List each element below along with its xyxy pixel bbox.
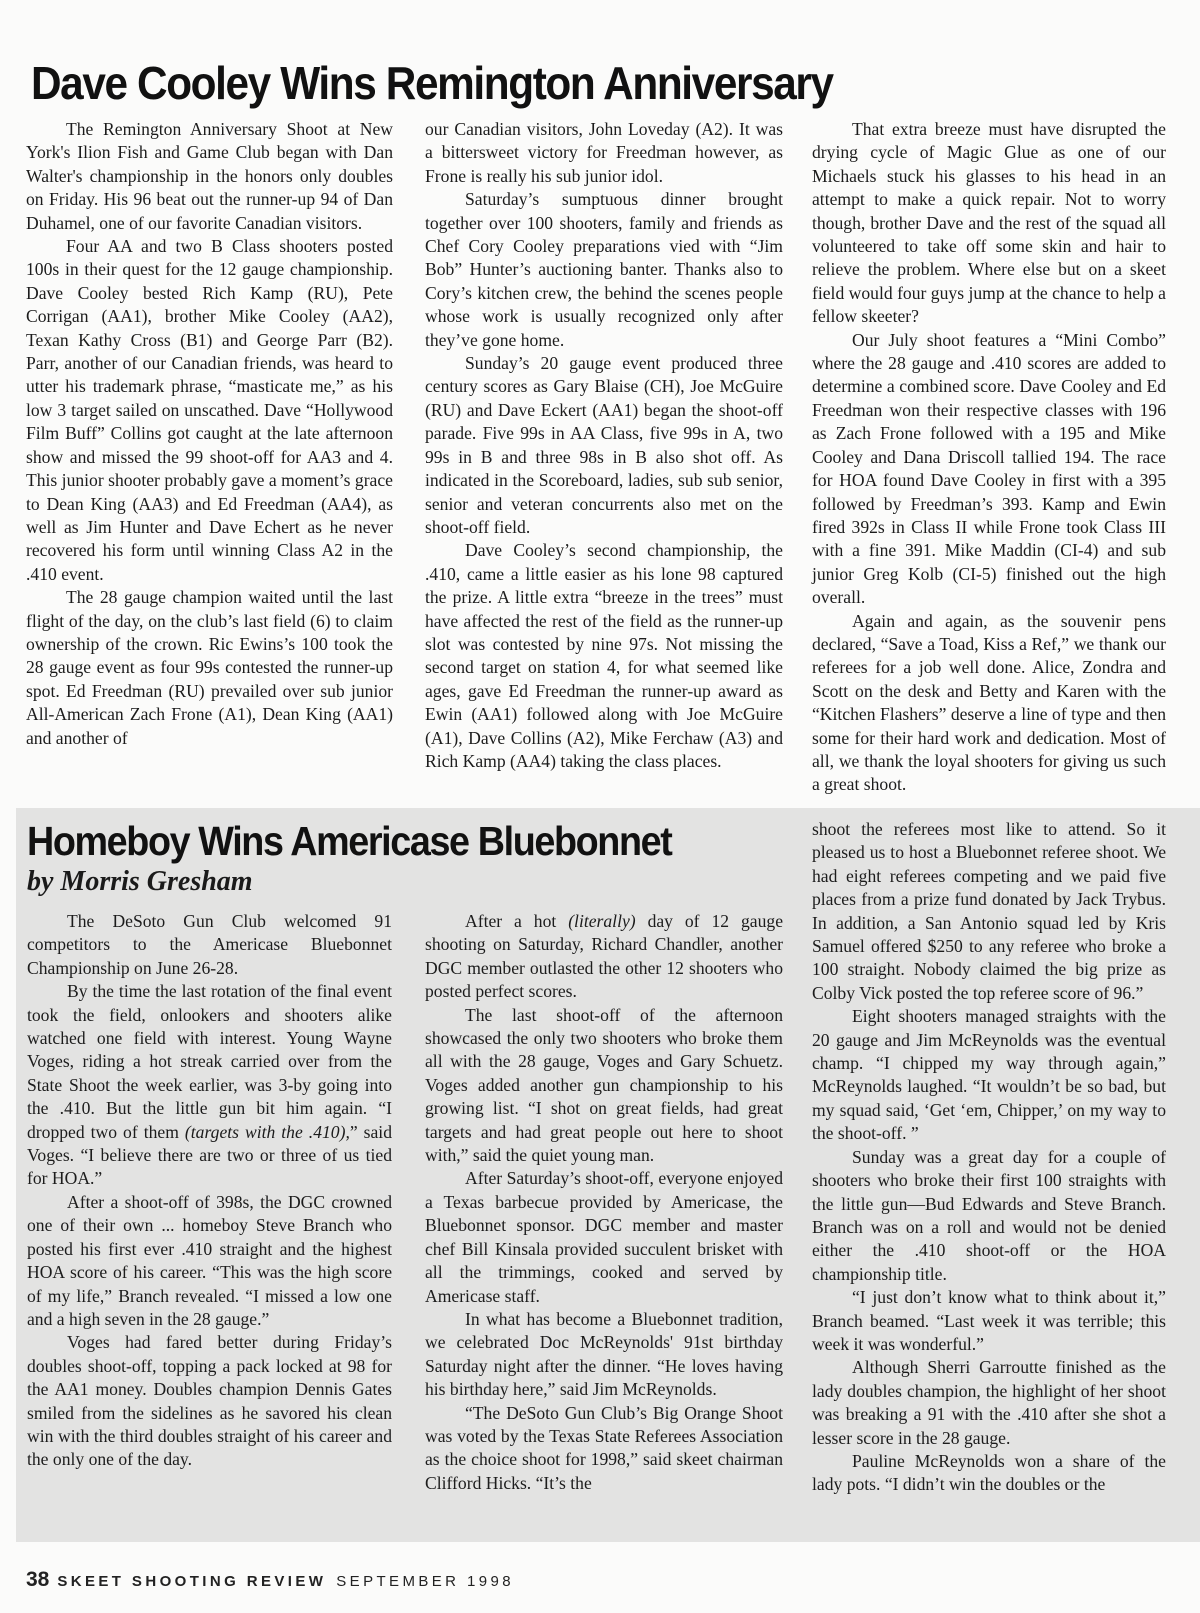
paragraph-text: After a hot — [465, 911, 557, 931]
page-footer — [26, 1568, 514, 1592]
italic-aside: (literally) — [568, 911, 636, 931]
paragraph-text: day of 12 gauge shooting on Saturday, Richard Chandler, another DGC member outlasted the other 12 shooters who posted perfect scores. — [425, 911, 783, 1002]
paragraph: shoot the referees most like to attend. So it pleased us to host a Bluebonnet referee shoot. We had eight referees competing and we paid five places from a prize fund donated by Jack Trybus. In addition, a San Antonio squad led by Kris Samuel offered $250 to any referee who broke a 100 straight. Nobody claimed the big prize as Colby Vick posted the top referee score of 96.” — [812, 819, 1166, 1003]
paragraph — [27, 980, 392, 1191]
paragraph: Sunday’s 20 gauge event produced three century scores as Gary Blaise (CH), Joe McGuire (RU) and Dave Eckert (AA1) began the shoot-off parade. Five 99s in AA Class, five 99s in A, two 99s in B and three 98s in B also shot off. As indicated in the Scoreboard, ladies, sub sub senior, senior and veteran concurrents also met on the shoot-off field. — [425, 353, 783, 537]
paragraph: “The DeSoto Gun Club’s Big Orange Shoot was voted by the Texas State Referees Association as the choice shoot for 1998,” said skeet chairman Clifford Hicks. “It’s the — [425, 1402, 783, 1493]
paragraph: In what has become a Bluebonnet tradition, we celebrated Doc McReynolds' 91st birthday Saturday night after the dinner. “He loves having his birthday here,” said Jim McReynolds. — [425, 1308, 783, 1400]
paragraph: The DeSoto Gun Club welcomed 91 competitors to the Americase Bluebonnet Championship on June 26-28. — [27, 911, 392, 978]
paragraph: Sunday was a great day for a couple of shooters who broke their first 100 straights with the little gun—Bud Edwards and Steve Branch. Branch was on a roll and would not be denied either the .410 shoot-off or the HOA championship title. — [812, 1146, 1166, 1284]
italic-aside: (targets with the .410), — [184, 1121, 350, 1142]
article-column — [812, 118, 1166, 797]
paragraph: Eight shooters managed straights with the 20 gauge and Jim McReynolds was the eventual champ. “I chipped my way through again,” McReynolds laughed. “It wouldn’t be so bad, but my squad said, ‘Get ‘em, Chipper,’ on my way to the shoot-off. ” — [812, 1006, 1166, 1144]
page-number: 38 — [26, 1568, 50, 1591]
paragraph: After a shoot-off of 398s, the DGC crowned one of their own ... homeboy Steve Branch who posted his first ever .410 straight and the highest HOA score of his career. “This was the high score of my life,” Branch revealed. “I missed a low one and a high seven in the 28 gauge.” — [27, 1191, 392, 1329]
paragraph: Our July shoot features a “Mini Combo” where the 28 gauge and .410 scores are added to determine a combined score. Dave Cooley and Ed Freedman won their respective classes with 196 as Zach Frone followed with a 195 and Mike Cooley and Dana Driscoll tallied 194. The race for HOA found Dave Cooley in first with a 395 followed by Freedman’s 393. Kamp and Ewin fired 392s in Class II while Frone took Class III with a fine 391. Mike Maddin (CI-4) and sub junior Greg Kolb (CI-5) finished out the high overall. — [812, 329, 1166, 608]
paragraph: That extra breeze must have disrupted the drying cycle of Magic Glue as one of our Michaels stuck his glasses to his head in an attempt to make a quick repair. Not to worry though, brother Dave and the rest of the squad all volunteered to take off some skin and hair to relieve the problem. Where else but on a skeet field would four guys jump at the chance to help a fellow skeeter? — [812, 119, 1166, 327]
headline-remington: Dave Cooley Wins Remington Anniversary — [31, 57, 833, 109]
paragraph: Saturday’s sumptuous dinner brought together over 100 shooters, family and friends as Chef Cory Cooley preparations vied with “Jim Bob” Hunter’s auctioning banter. Thanks also to Cory’s kitchen crew, the behind the scenes people whose work is usually recognized only after they’ve gone home. — [425, 189, 783, 350]
paragraph: The Remington Anniversary Shoot at New York's Ilion Fish and Game Club began with Dan Walter's championship in the honors only doubles on Friday. His 96 beat out the runner-up 94 of Dan Duhamel, one of our favorite Canadian visitors. — [26, 119, 393, 233]
paragraph: Although Sherri Garroutte finished as the lady doubles champion, the highlight of her shoot was breaking a 91 with the .410 after she shot a lesser score in the 28 gauge. — [812, 1357, 1166, 1448]
article-column — [27, 910, 392, 1472]
byline: by Morris Gresham — [27, 866, 253, 897]
paragraph: Pauline McReynolds won a share of the lady pots. “I didn’t win the doubles or the — [812, 1450, 1166, 1495]
paragraph-text: By the time the last rotation of the final event took the field, onlookers and shooters alike watched one field with interest. Young Wayne Voges, riding a hot streak carried over from the State Shoot the week earlier, was 3-by going into the .410. But the little gun bit him again. “I dropped two of them — [27, 981, 392, 1142]
paragraph — [425, 910, 783, 1004]
article-column — [812, 818, 1166, 1497]
issue-date: SEPTEMBER 1998 — [336, 1573, 514, 1590]
magazine-title: SKEET SHOOTING REVIEW — [57, 1573, 327, 1590]
paragraph-text: ” said Voges. “I believe there are two or three of us tied for HOA.” — [27, 1121, 392, 1189]
paragraph: Four AA and two B Class shooters posted 100s in their quest for the 12 gauge championship. Dave Cooley bested Rich Kamp (RU), Pete Corrigan (AA1), brother Mike Cooley (AA2), Texan Kathy Cross (B1) and George Parr (B2). Parr, another of our Canadian friends, was heard to utter his trademark phrase, “masticate me,” as his low 3 target sailed on unscathed. Dave “Hollywood Film Buff” Collins got caught at the late afternoon show and missed the 99 shoot-off for AA3 and 4. This junior shooter probably gave a moment’s grace to Dean King (AA3) and Ed Freedman (AA4), as well as Jim Hunter and Dave Echert as he never recovered his form until winning Class A2 in the .410 event. — [26, 236, 393, 584]
paragraph: Dave Cooley’s second championship, the .410, came a little easier as his lone 98 captured the prize. A little extra “breeze in the trees” must have affected the rest of the field as the runner-up slot was contested by nine 97s. Not missing the second target on station 4, for what seemed like ages, gave Ed Freedman the runner-up award as Ewin (AA1) followed along with Joe McGuire (A1), Dave Collins (A2), Mike Ferchaw (A3) and Rich Kamp (AA4) taking the class places. — [425, 540, 783, 771]
paragraph: “I just don’t know what to think about it,” Branch beamed. “Last week it was terrible; this week it was wonderful.” — [812, 1287, 1166, 1354]
article-column — [26, 118, 393, 750]
paragraph: Voges had fared better during Friday’s doubles shoot-off, topping a pack locked at 98 for the AA1 money. Doubles champion Dennis Gates smiled from the sidelines as he savored his clean win with the third doubles straight of his career and the only one of the day. — [27, 1332, 392, 1470]
article-column — [425, 910, 783, 1495]
paragraph: After Saturday’s shoot-off, everyone enjoyed a Texas barbecue provided by Americase, the Bluebonnet sponsor. DGC member and master chef Bill Kinsala provided succulent brisket with all the trimmings, cooked and served by Americase staff. — [425, 1168, 783, 1306]
headline-bluebonnet: Homeboy Wins Americase Bluebonnet — [27, 818, 672, 864]
paragraph: The last shoot-off of the afternoon showcased the only two shooters who broke them all with the 28 gauge, Voges and Gary Schuetz. Voges added another gun championship to his growing list. “I shot on great fields, had great targets and had great people out here to shoot with,” said the quiet young man. — [425, 1004, 783, 1166]
article-column — [425, 118, 783, 773]
paragraph: The 28 gauge champion waited until the last flight of the day, on the club’s last field (6) to claim ownership of the crown. Ric Ewins’s 100 took the 28 gauge event as four 99s contested the runner-up spot. Ed Freedman (RU) prevailed over sub junior All-American Zach Frone (A1), Dean King (AA1) and another of — [26, 587, 393, 748]
paragraph: our Canadian visitors, John Loveday (A2). It was a bittersweet victory for Freedman however, as Frone is really his sub junior idol. — [425, 119, 783, 186]
paragraph: Again and again, as the souvenir pens declared, “Save a Toad, Kiss a Ref,” we thank our referees for a job well done. Alice, Zondra and Scott on the desk and Betty and Karen with the “Kitchen Flashers” deserve a line of type and then some for their hard work and dedication. Most of all, we thank the loyal shooters for giving us such a great shoot. — [812, 610, 1166, 795]
